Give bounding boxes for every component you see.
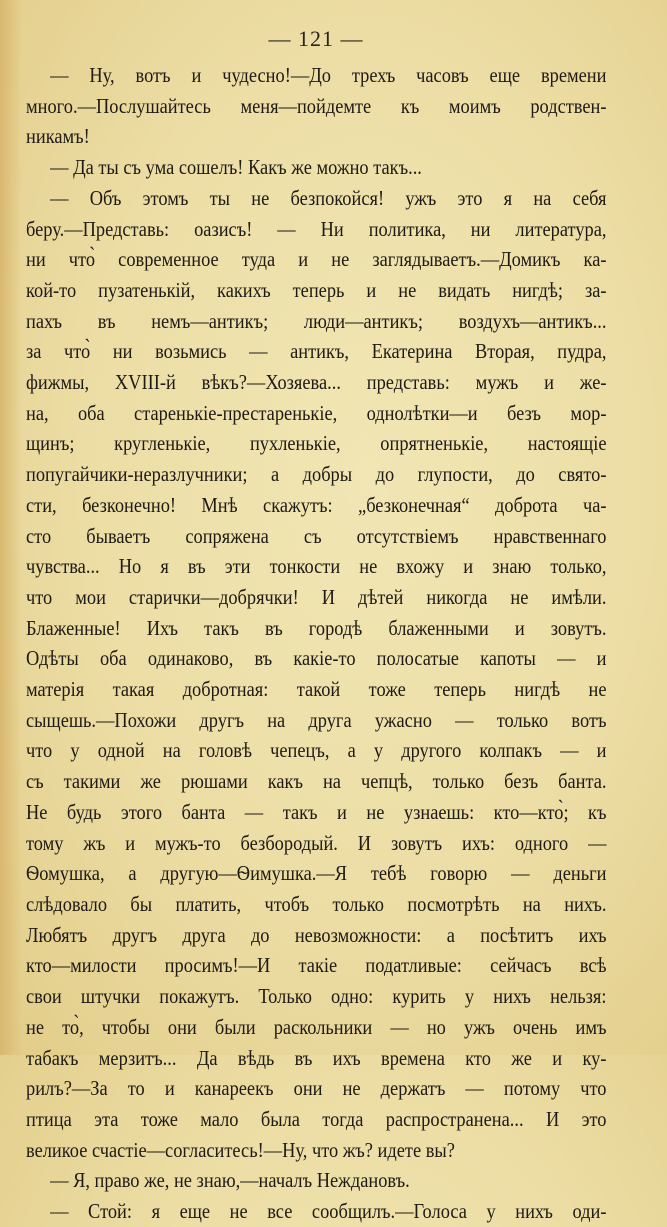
text-line: Любятъ другъ друга до невозможности: а посѣтитъ ихъ	[26, 922, 607, 947]
text-line: — Стой: я еще не все сообщилъ.—Голоса у нихъ оди-	[50, 1199, 607, 1224]
text-line: Не будь этого банта — такъ и не узнаешь: кто—кто̀; къ	[26, 799, 607, 824]
text-line: никамъ!	[26, 124, 90, 149]
text-line: — Да ты съ ума сошелъ! Какъ же можно такъ...	[50, 155, 422, 180]
text-line: — Объ этомъ ты не безпокойся! ужъ это я на себя	[50, 185, 607, 210]
text-line: слѣдовало бы платить, чтобъ только посмотрѣть на нихъ.	[26, 891, 607, 916]
text-line: ни что̀ современное туда и не заглядываетъ.—Домикъ ка-	[26, 247, 607, 272]
text-line: съ такими же рюшами какъ на чепцѣ, только безъ банта.	[26, 769, 607, 794]
text-line: — Ну, вотъ и чудесно!—До трехъ часовъ еще времени	[50, 63, 607, 87]
text-line: что у одной на головѣ чепецъ, а у другого колпакъ — и	[26, 738, 607, 763]
text-line: матерія такая добротная: такой тоже теперь нигдѣ не	[26, 677, 607, 702]
page-body-text	[26, 60, 607, 1227]
text-line: великое счастіе—согласитесь!—Ну, что жъ? идете вы?	[26, 1137, 455, 1162]
page-edge-shadow	[0, 0, 22, 1055]
book-page	[26, 0, 606, 1227]
text-line: свои штучки покажутъ. Только одно: курить у нихъ нельзя:	[26, 984, 607, 1009]
text-line: табакъ мерзитъ... Да вѣдь въ ихъ времена кто же и ку-	[26, 1045, 607, 1070]
text-line: сыщешь.—Похожи другъ на друга ужасно — только вотъ	[26, 707, 607, 732]
text-line: за что̀ ни возьмись — антикъ, Екатерина Вторая, пудра,	[26, 339, 607, 364]
text-line: тому жъ и мужъ-то безбородый. И зовутъ ихъ: одного —	[26, 830, 607, 855]
text-line: фижмы, XVIII-й вѣкъ?—Хозяева... представь: мужъ и же-	[26, 370, 607, 395]
text-line: щинъ; кругленькіе, пухленькіе, опрятненькіе, настоящіе	[26, 431, 607, 456]
text-line: что мои старички—добрячки! И дѣтей никогда не имѣли.	[26, 584, 607, 609]
text-line: кто—милости просимъ!—И такіе податливые: сейчасъ всѣ	[26, 953, 607, 978]
text-line: рилъ?—За то и канареекъ они не держатъ — потому что	[26, 1076, 607, 1101]
text-line: — Я, право же, не знаю,—началъ Неждановъ.	[50, 1168, 410, 1193]
text-line: много.—Послушайтесь меня—пойдемте къ моимъ родствен-	[26, 93, 607, 118]
page-number: — 121 —	[268, 26, 364, 51]
text-line: Блаженные! Ихъ такъ въ городѣ блаженными и зовутъ.	[26, 615, 607, 640]
text-line: Одѣты оба одинаково, въ какіе-то полосатые капоты — и	[26, 646, 607, 671]
text-line: пахъ въ немъ—антикъ; люди—антикъ; воздухъ—антикъ...	[26, 308, 607, 333]
text-line: сти, безконечно! Мнѣ скажутъ: „безконечная“ доброта ча-	[26, 492, 607, 517]
text-line: чувства... Но я въ эти тонкости не вхожу и знаю только,	[26, 554, 607, 579]
text-line: попугайчики-неразлучники; а добры до глупости, до свято-	[26, 462, 607, 487]
text-line: птица эта тоже мало была тогда распространена... И это	[26, 1106, 607, 1131]
text-line: кой-то пузатенькій, какихъ теперь и не видать нигдѣ; за-	[26, 277, 607, 302]
text-line: Ѳомушка, а другую—Ѳимушка.—Я тебѣ говорю — деньги	[26, 861, 607, 886]
text-line: не то̀, чтобы они были раскольники — но ужъ очень имъ	[26, 1014, 607, 1039]
text-line: сто бываетъ сопряжена съ отсутствіемъ нравственнаго	[26, 523, 607, 548]
text-line: на, оба старенькіе-престаренькіе, однолѣтки—и безъ мор-	[26, 400, 607, 425]
text-line: беру.—Представь: оазисъ! — Ни политика, ни литература,	[26, 216, 607, 241]
